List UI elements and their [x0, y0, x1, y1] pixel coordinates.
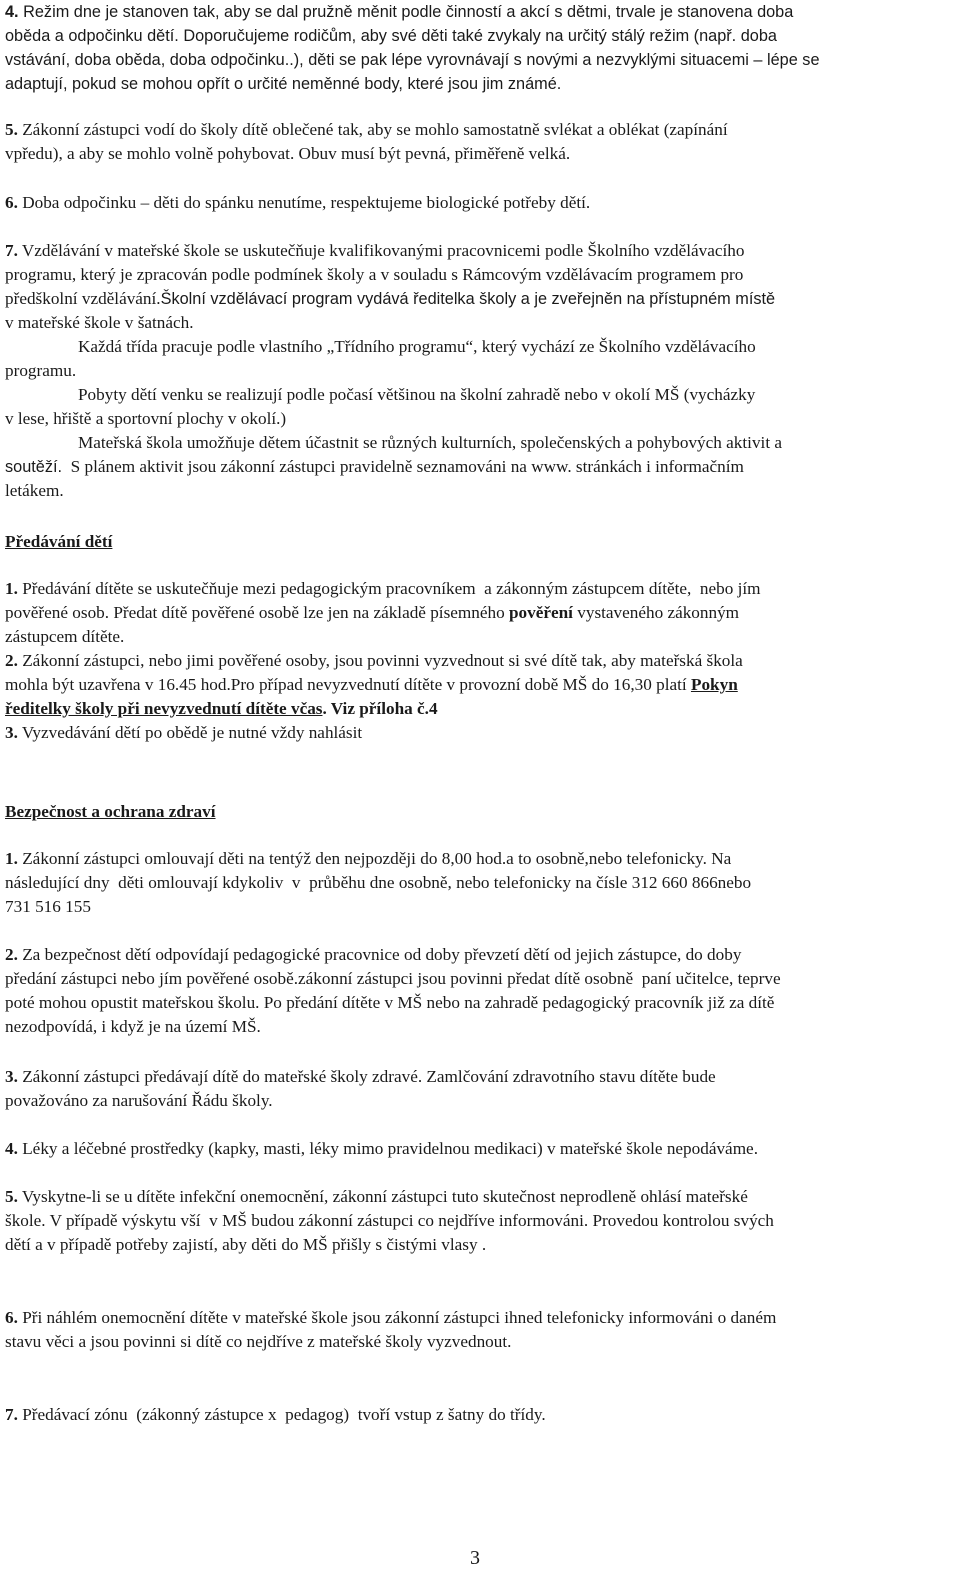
predavani-2-line-1 — [5, 649, 743, 673]
bezpecnost-5-line-2: škole. V případě výskytu vší v MŠ budou zákonní zástupci co nejdříve informováni. Provedou kontrolou svých — [5, 1211, 774, 1230]
item-number: 2. — [5, 945, 18, 964]
text: Zákonní zástupci, nebo jimi pověřené osoby, jsou povinni vyzvednout si své dítě tak, aby mateřská škola — [17, 651, 743, 670]
item-number: 7. — [5, 1405, 18, 1424]
rule-4-line-1 — [5, 0, 793, 24]
rule-4-line-3: vstávání, doba oběda, doba odpočinku..), děti se pak lépe vyrovnávají s novými a nezvyklými situacemi – lépe se — [5, 51, 820, 69]
predavani-3-line-1 — [5, 721, 362, 745]
rule-4-line-2: oběda a odpočinku dětí. Doporučujeme rodičům, aby své děti také zvykaly na určitý stálý režim (např. doba — [5, 27, 777, 45]
bezpecnost-6-line-2: stavu věci a jsou povinni si dítě co nejdříve z mateřské školy vyzvednout. — [5, 1332, 512, 1351]
predavani-2-line-3 — [5, 697, 438, 721]
bezpecnost-3-line-2: považováno za narušování Řádu školy. — [5, 1091, 273, 1110]
bezpecnost-6-line-1 — [5, 1306, 776, 1330]
text: Vyzvedávání dětí po obědě je nutné vždy nahlásit — [17, 723, 363, 742]
text: Vzdělávání v mateřské škole se uskutečňuje kvalifikovanými pracovnicemi podle Školního vzdělávacího — [17, 241, 745, 260]
item-number: 4. — [5, 3, 19, 21]
item-number: 6. — [5, 1308, 18, 1327]
item-number: 6. — [5, 193, 18, 212]
text: Zákonní zástupci omlouvají děti na tentýž den nejpozději do 8,00 hod.a to osobně,nebo telefonicky. Na — [17, 849, 732, 868]
text: Doba odpočinku – děti do spánku nenutíme, respektujeme biologické potřeby dětí. — [17, 193, 591, 212]
bezpecnost-5-line-3: dětí a v případě potřeby zajistí, aby děti do MŠ přišly s čistými vlasy . — [5, 1235, 487, 1254]
item-number: 7. — [5, 241, 18, 260]
bezpecnost-1-line-2: následující dny děti omlouvají kdykoliv v průběhu dne osobně, nebo telefonicky na čísle 312 660 866nebo — [5, 873, 752, 892]
bezpecnost-2-line-3: poté mohou opustit mateřskou školu. Po předání dítěte v MŠ nebo na zahradě pedagogický pracovník již za dítě — [5, 993, 775, 1012]
rule-4-line-4: adaptují, pokud se mohou opřít o určité neměnné body, které jsou jim známé. — [5, 75, 562, 93]
item-number: 2. — [5, 651, 18, 670]
text: Režim dne je stanoven tak, aby se dal pružně měnit podle činností a akcí s dětmi, trvale je stanovena doba — [18, 3, 794, 21]
page-number: 3 — [470, 1547, 480, 1569]
rule-7-line-8: v lese, hřiště a sportovní plochy v okolí.) — [5, 409, 287, 428]
text: Při náhlém onemocnění dítěte v mateřské škole jsou zákonní zástupci ihned telefonicky informováni o daném — [17, 1308, 777, 1327]
pokyn-reference: ředitelky školy při nevyzvednutí dítěte včas — [5, 699, 323, 718]
item-number: 1. — [5, 579, 18, 598]
text: soutěží. — [5, 458, 63, 476]
bezpecnost-1-line-1 — [5, 847, 731, 871]
item-number: 4. — [5, 1139, 18, 1158]
bezpecnost-2-line-2: předání zástupci nebo jím pověřené osobě.zákonní zástupci jsou povinni předat dítě osobně paní učitelce, teprve — [5, 969, 781, 988]
rule-7-line-11: letákem. — [5, 481, 64, 500]
bezpecnost-3-line-1 — [5, 1065, 716, 1089]
rule-7-line-10 — [5, 455, 744, 479]
rule-7-line-9: Mateřská škola umožňuje dětem účastnit se různých kulturních, společenských a pohybových aktivit a — [78, 433, 783, 452]
text: Léky a léčebné prostředky (kapky, masti, léky mimo pravidelnou medikaci) v mateřské škole nepodáváme. — [17, 1139, 758, 1158]
pokyn-reference: Pokyn — [690, 675, 738, 694]
section-heading-bezpecnost: Bezpečnost a ochrana zdraví — [5, 802, 216, 821]
text: Za bezpečnost dětí odpovídají pedagogické pracovnice od doby převzetí dětí od jejich zástupce, do doby — [17, 945, 742, 964]
bezpecnost-7-line-1 — [5, 1403, 546, 1427]
rule-7-line-4: v mateřské škole v šatnách. — [5, 313, 194, 332]
text: Předávací zónu (zákonný zástupce x pedagog) tvoří vstup z šatny do třídy. — [17, 1405, 546, 1424]
rule-7-line-2: programu, který je zpracován podle podmínek školy a v souladu s Rámcovým vzdělávacím programem pro — [5, 265, 744, 284]
text: Zákonní zástupci vodí do školy dítě oblečené tak, aby se mohlo samostatně svlékat a oblékat (zapínání — [17, 120, 728, 139]
text: Předávání dítěte se uskutečňuje mezi pedagogickým pracovníkem a zákonným zástupcem dítěte, nebo jím — [17, 579, 761, 598]
bezpecnost-4-line-1 — [5, 1137, 758, 1161]
rule-7-line-7: Pobyty dětí venku se realizují podle počasí většinou na školní zahradě nebo v okolí MŠ (vycházky — [78, 385, 756, 404]
predavani-2-line-2 — [5, 673, 738, 697]
text: mohla být uzavřena v 16.45 hod.Pro případ nevyzvednutí dítěte v provozní době MŠ do 16,30 platí — [5, 675, 691, 694]
predavani-1-line-2 — [5, 601, 739, 625]
text: S plánem aktivit jsou zákonní zástupci pravidelně seznamováni na www. stránkách i informačním — [62, 457, 744, 476]
text: Zákonní zástupci předávají dítě do mateřské školy zdravé. Zamlčování zdravotního stavu dítěte bude — [17, 1067, 716, 1086]
rule-5-line-1 — [5, 118, 728, 142]
item-number: 3. — [5, 1067, 18, 1086]
text: vystaveného zákonným — [572, 603, 740, 622]
item-number: 5. — [5, 120, 18, 139]
item-number: 3. — [5, 723, 18, 742]
appendix-reference: . Viz příloha č.4 — [322, 699, 438, 718]
rule-7-line-1 — [5, 239, 745, 263]
item-number: 5. — [5, 1187, 18, 1206]
rule-6-line-1 — [5, 191, 590, 215]
predavani-1-line-3: zástupcem dítěte. — [5, 627, 125, 646]
rule-7-line-6: programu. — [5, 361, 77, 380]
rule-7-line-3 — [5, 287, 775, 311]
bezpecnost-1-line-3: 731 516 155 — [5, 897, 91, 916]
bezpecnost-2-line-4: nezodpovídá, i když je na území MŠ. — [5, 1017, 261, 1036]
text: Školní vzdělávací program vydává ředitelka školy a je zveřejněn na přístupném místě — [160, 290, 776, 308]
bold-text: pověření — [508, 603, 573, 622]
item-number: 1. — [5, 849, 18, 868]
predavani-1-line-1 — [5, 577, 761, 601]
rule-5-line-2: vpředu), a aby se mohlo volně pohybovat. Obuv musí být pevná, přiměřeně velká. — [5, 144, 571, 163]
bezpecnost-5-line-1 — [5, 1185, 748, 1209]
rule-7-line-5: Každá třída pracuje podle vlastního „Třídního programu“, který vychází ze Školního vzdělávacího — [78, 337, 756, 356]
text: předškolní vzdělávání. — [5, 289, 161, 308]
bezpecnost-2-line-1 — [5, 943, 741, 967]
text: Vyskytne-li se u dítěte infekční onemocnění, zákonní zástupci tuto skutečnost neprodleně ohlásí mateřské — [17, 1187, 748, 1206]
text: pověřené osob. Předat dítě pověřené osobě lze jen na základě písemného — [5, 603, 509, 622]
section-heading-predavani: Předávání dětí — [5, 532, 113, 551]
